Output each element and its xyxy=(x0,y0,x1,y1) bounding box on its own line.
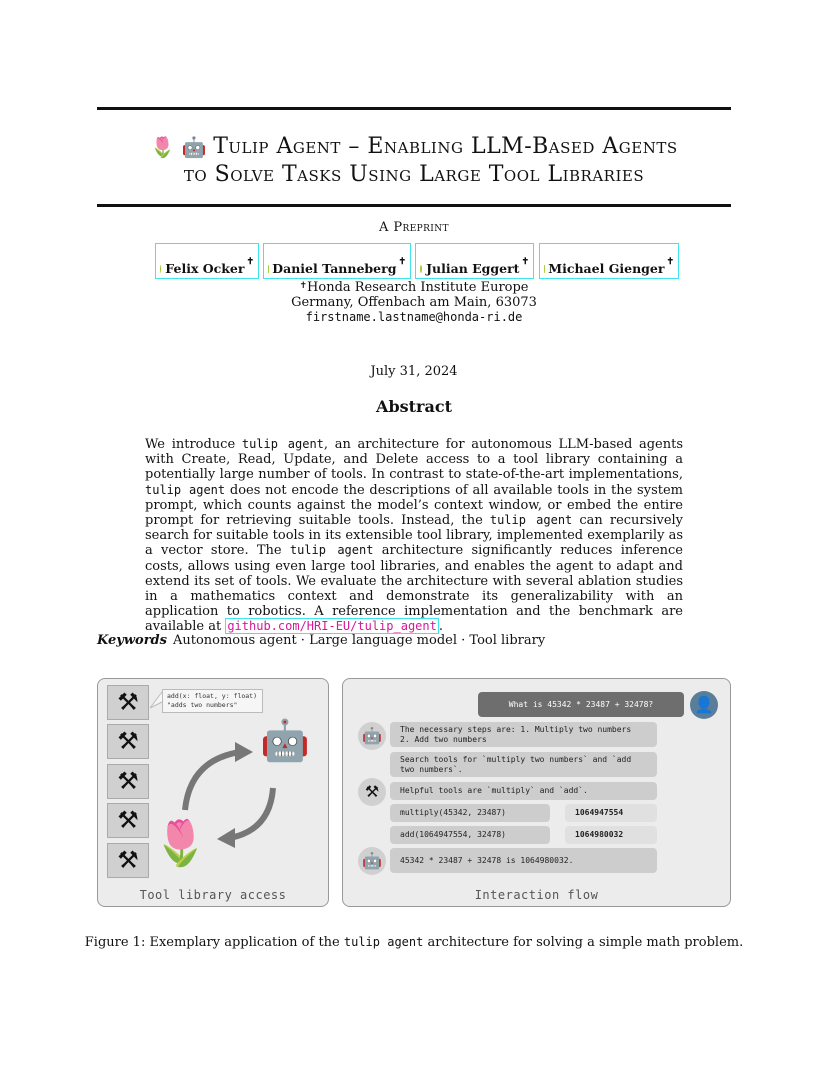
author-name: Michael Gienger xyxy=(548,261,665,276)
user-message: What is 45342 * 23487 + 32478? xyxy=(478,692,684,717)
abstract-text: can recursively search for suitable tools in its extensible tool library, implemented exemplarily as a vector store. The xyxy=(145,513,684,559)
preprint-label: A Preprint xyxy=(379,220,449,235)
author-name: Julian Eggert xyxy=(426,261,520,276)
tooltip-description: "adds two numbers" xyxy=(167,700,238,709)
affiliation-mark: ✝ xyxy=(299,281,308,291)
tool-call: add(1064947554, 32478) xyxy=(390,826,550,844)
caption-text: Figure 1: Exemplary application of the xyxy=(84,935,344,950)
top-rule xyxy=(97,107,731,110)
search-line: Search tools for `multiply two numbers` and `add xyxy=(400,754,632,764)
search-line: two numbers`. xyxy=(400,764,463,774)
orcid-icon[interactable] xyxy=(420,265,422,273)
author-name: Felix Ocker xyxy=(165,261,245,276)
abstract-heading: Abstract xyxy=(376,397,452,416)
panel-caption: Tool library access xyxy=(139,888,287,902)
abstract-text: , an architecture for autonomous LLM-based agents with Create, Read, Update, and Delete access to a tool library containing a potentially large number of tools. In contrast to state-of-the-art implementations, xyxy=(145,437,683,483)
figure-caption xyxy=(0,935,828,950)
abstract-body xyxy=(145,437,683,635)
keywords-text: Autonomous agent · Large language model · Tool library xyxy=(172,633,546,648)
author-name: Daniel Tanneberg xyxy=(272,261,397,276)
tool-result: 1064980032 xyxy=(565,826,657,844)
abstract-text: architecture significantly reduces inference costs, allows using even large tool libraries, and enables the agent to adapt and extend its set of tools. We evaluate the architecture with several ablation studies in a mathematics context and demonstrate its generalizability with an application to robotics. A reference implementation and the benchmark are available at xyxy=(145,543,683,635)
code-term: tulip agent xyxy=(343,935,424,949)
panel-caption: Interaction flow xyxy=(474,888,599,902)
keywords-label: Keywords xyxy=(97,633,167,648)
author-felix-ocker[interactable] xyxy=(155,243,259,279)
tool-icon: ⚒ xyxy=(358,778,386,806)
helpful-tools: Helpful tools are `multiply` and `add`. xyxy=(390,782,657,800)
affiliation-mark: ✝ xyxy=(398,257,406,267)
plan-line: 2. Add two numbers xyxy=(400,734,487,744)
publication-date: July 31, 2024 xyxy=(370,364,458,379)
abstract-text: We introduce xyxy=(145,437,242,452)
institute-name: Honda Research Institute Europe xyxy=(307,280,529,295)
tool-icon: ⚒ xyxy=(107,843,149,878)
abstract-text: does not encode the descriptions of all available tools in the system prompt, which counts against the model’s context window, or embed the entire prompt for retrieving suitable tools. Instead, the xyxy=(145,482,683,529)
agent-plan xyxy=(390,722,657,747)
plan-line: The necessary steps are: 1. Multiply two numbers xyxy=(400,724,632,734)
robot-icon: 🤖 xyxy=(358,847,386,875)
tulip-icon: 🌷 xyxy=(150,135,176,159)
tulip-icon: 🌷 xyxy=(153,818,208,869)
robot-icon: 🤖 xyxy=(181,135,208,159)
robot-icon: 🤖 xyxy=(358,722,386,750)
orcid-icon[interactable] xyxy=(160,265,161,273)
tool-search xyxy=(390,752,657,777)
affiliation-institute xyxy=(0,280,828,295)
affiliation-location: Germany, Offenbach am Main, 63073 xyxy=(291,295,537,310)
affiliation-mark: ✝ xyxy=(666,257,674,267)
title-line-1: Tulip Agent – Enabling LLM-Based Agents xyxy=(213,134,678,159)
author-daniel-tanneberg[interactable] xyxy=(263,243,411,279)
tool-icon: ⚒ xyxy=(107,764,149,799)
tool-result: 1064947554 xyxy=(565,804,657,822)
affiliation-mark: ✝ xyxy=(521,257,529,267)
tooltip-signature: add(x: float, y: float) xyxy=(167,692,258,700)
author-michael-gienger[interactable] xyxy=(539,243,679,279)
author-julian-eggert[interactable] xyxy=(415,243,534,279)
tooltip-pointer xyxy=(149,690,163,712)
tool-icon: ⚒ xyxy=(107,685,149,720)
title-line-2: to Solve Tasks Using Large Tool Libraries xyxy=(183,162,645,187)
user-icon: 👤 xyxy=(690,691,718,719)
robot-icon: 🤖 xyxy=(260,718,310,764)
final-answer: 45342 * 23487 + 32478 is 1064980032. xyxy=(390,848,657,873)
keywords xyxy=(97,633,545,648)
code-term: tulip agent xyxy=(241,437,324,451)
tool-call: multiply(45342, 23487) xyxy=(390,804,550,822)
cycle-arrows xyxy=(175,740,285,850)
paper-title xyxy=(97,133,731,188)
code-term: tulip agent xyxy=(289,543,374,558)
tool-icon: ⚒ xyxy=(107,724,149,759)
repository-link[interactable]: github.com/HRI-EU/tulip_agent xyxy=(227,619,437,634)
code-term: tulip agent xyxy=(145,482,226,497)
affiliation-mark: ✝ xyxy=(246,257,254,267)
tool-tooltip xyxy=(162,689,263,713)
abstract-text: . xyxy=(438,619,443,635)
caption-text: architecture for solving a simple math problem. xyxy=(423,935,744,950)
code-term: tulip agent xyxy=(489,513,573,528)
bottom-rule xyxy=(97,204,731,207)
tool-icon: ⚒ xyxy=(107,803,149,838)
contact-email: firstname.lastname@honda-ri.de xyxy=(305,310,523,324)
